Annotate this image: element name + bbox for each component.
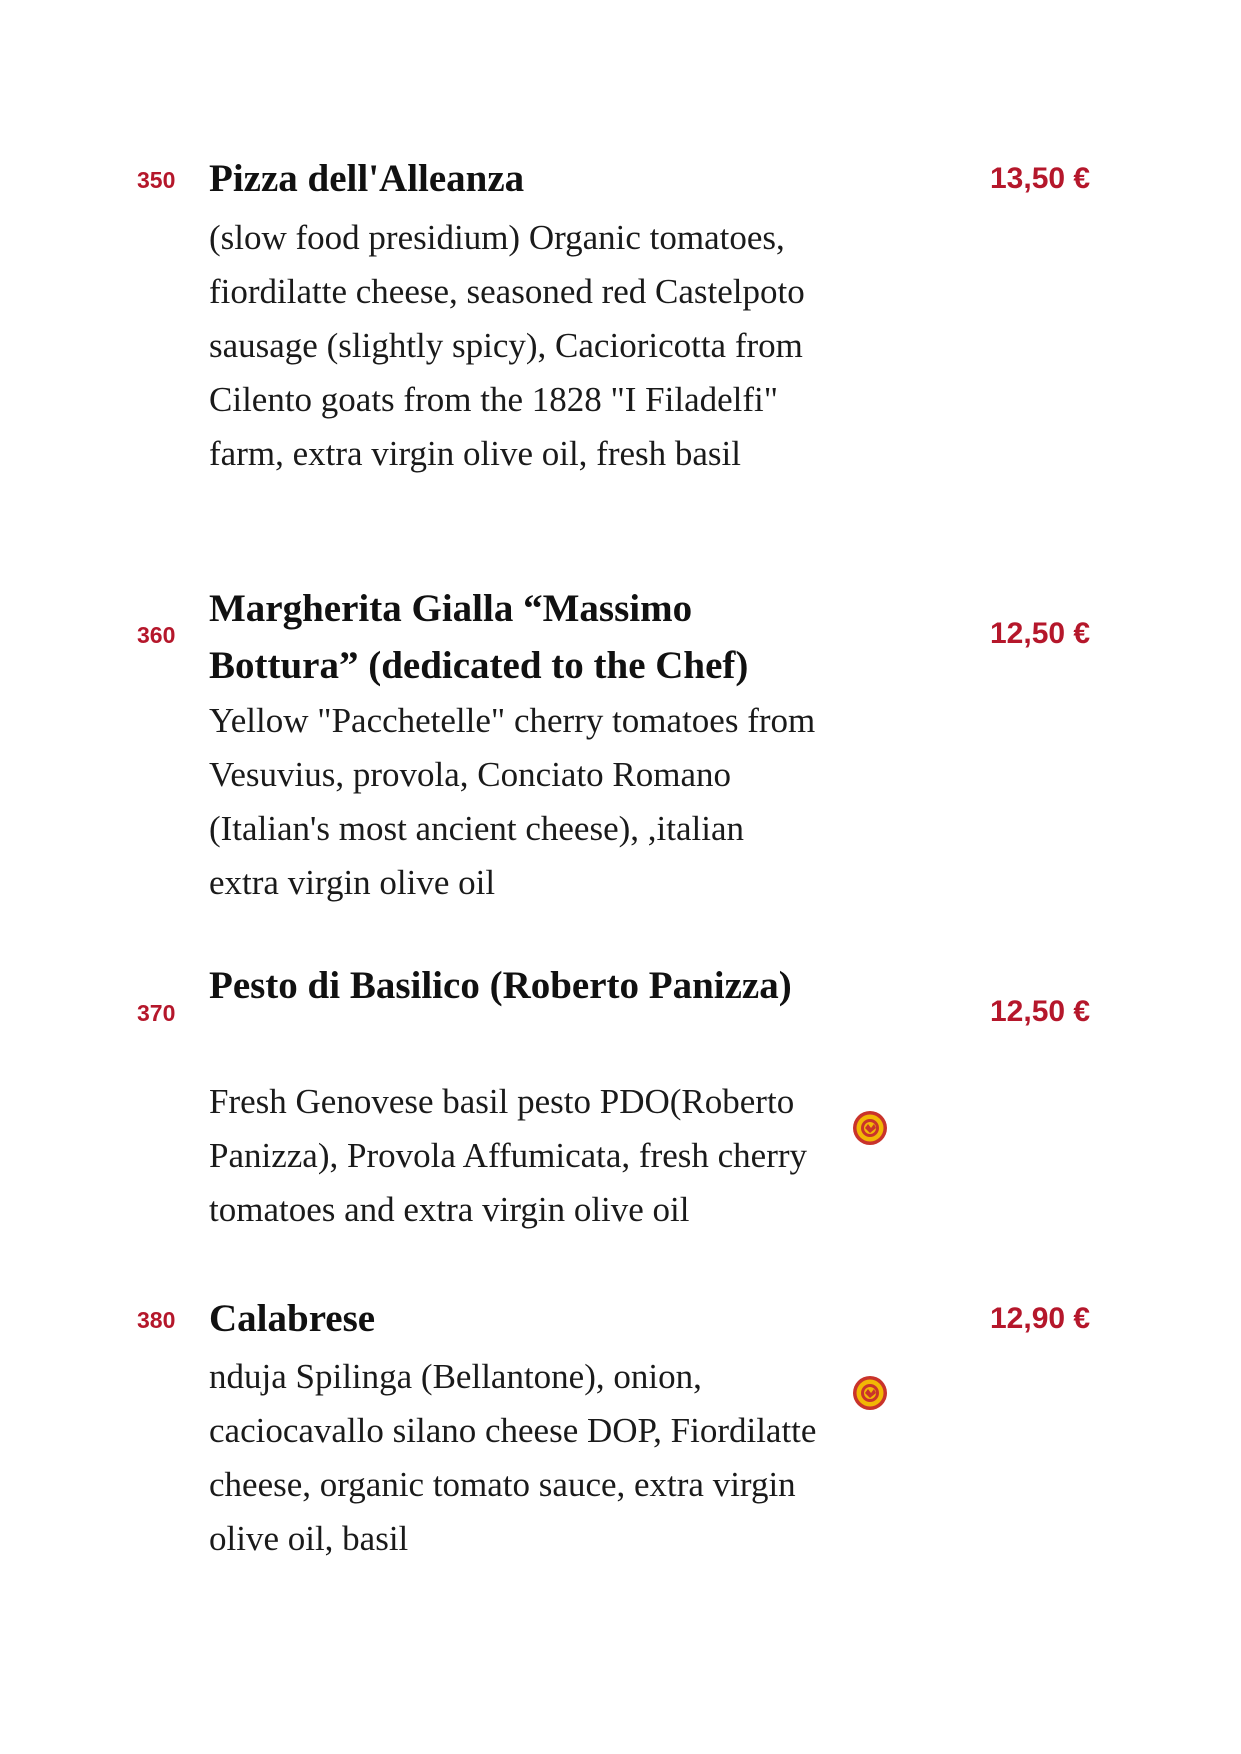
item-name: Margherita Gialla “Massimo Bottura” (dedicated to the Chef)	[209, 587, 749, 687]
item-price: 12,90 €	[990, 1302, 1091, 1335]
item-name: Pesto di Basilico (Roberto Panizza)	[209, 964, 792, 1007]
item-number: 360	[137, 622, 176, 648]
item-number: 380	[137, 1307, 176, 1333]
pdo-seal-icon	[852, 1375, 888, 1411]
item-price: 12,50 €	[990, 617, 1091, 650]
item-price: 13,50 €	[990, 162, 1091, 195]
item-description: nduja Spilinga (Bellantone), onion, caciocavallo silano cheese DOP, Fiordilatte cheese, organic tomato sauce, extra virgin olive oil, basil	[209, 1357, 817, 1558]
pdo-seal-icon	[852, 1110, 888, 1146]
item-description: (slow food presidium) Organic tomatoes, fiordilatte cheese, seasoned red Castelpoto sausage (slightly spicy), Cacioricotta from Cilento goats from the 1828 "I Filadelfi" farm, extra virgin olive oil, fresh basil	[209, 218, 805, 473]
item-description: Fresh Genovese basil pesto PDO(Roberto Panizza), Provola Affumicata, fresh cherry tomatoes and extra virgin olive oil	[209, 1082, 808, 1229]
item-name: Calabrese	[209, 1297, 376, 1340]
item-description: Yellow "Pacchetelle" cherry tomatoes from Vesuvius, provola, Conciato Romano (Italian's most ancient cheese), ,italian extra virgin olive oil	[209, 701, 816, 902]
item-number: 350	[137, 167, 176, 193]
item-name: Pizza dell'Alleanza	[209, 157, 525, 200]
item-number: 370	[137, 1000, 176, 1026]
item-price: 12,50 €	[990, 995, 1091, 1028]
